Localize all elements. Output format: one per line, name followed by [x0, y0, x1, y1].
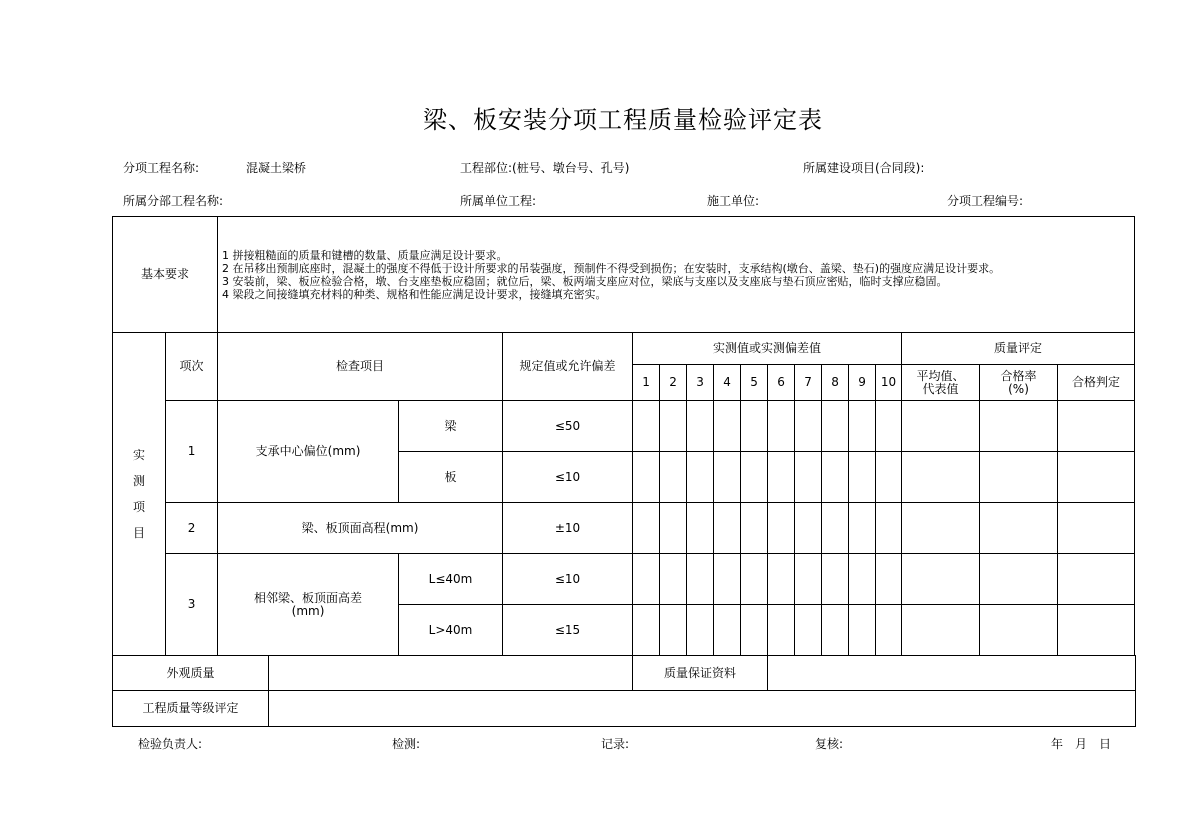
requirement-1: 1 拼接粗糙面的质量和键槽的数量、质量应满足设计要求。 — [222, 248, 508, 262]
measurement-cell[interactable] — [822, 605, 849, 656]
measurement-cell[interactable] — [768, 503, 795, 554]
measurement-cell[interactable] — [849, 503, 876, 554]
measurement-cell[interactable] — [980, 503, 1058, 554]
measurement-cell[interactable] — [633, 452, 660, 503]
measurement-cell[interactable] — [980, 452, 1058, 503]
measurement-cell[interactable] — [876, 503, 902, 554]
col-4: 4 — [714, 365, 741, 401]
check-item-header: 检查项目 — [218, 333, 503, 401]
appearance-label: 外观质量 — [113, 656, 269, 691]
judgement-header: 合格判定 — [1058, 365, 1135, 401]
measurement-cell[interactable] — [795, 503, 822, 554]
check-item: 相邻梁、板顶面高差(mm) — [218, 554, 399, 656]
check-item: 梁、板顶面高程(mm) — [218, 503, 503, 554]
col-1: 1 — [633, 365, 660, 401]
contractor-label: 施工单位: — [707, 194, 760, 208]
measurement-cell[interactable] — [902, 401, 980, 452]
col-9: 9 — [849, 365, 876, 401]
measurement-cell[interactable] — [768, 401, 795, 452]
sub-project-no-label: 分项工程编号: — [947, 194, 1024, 208]
measurement-cell[interactable] — [687, 503, 714, 554]
col-3: 3 — [687, 365, 714, 401]
measurement-cell[interactable] — [660, 503, 687, 554]
measurement-cell[interactable] — [633, 401, 660, 452]
measurement-cell[interactable] — [687, 401, 714, 452]
requirement-4: 4 梁段之间接缝填充材料的种类、规格和性能应满足设计要求，接缝填充密实。 — [222, 287, 607, 301]
sub-item: 板 — [399, 452, 503, 503]
basic-requirements-label: 基本要求 — [113, 217, 218, 333]
measurement-cell[interactable] — [714, 452, 741, 503]
col-10: 10 — [876, 365, 902, 401]
table-row — [113, 554, 1135, 605]
measurement-cell[interactable] — [980, 554, 1058, 605]
avg-header: 平均值、代表值 — [902, 365, 980, 401]
measurement-cell[interactable] — [822, 503, 849, 554]
sub-item: L≤40m — [399, 554, 503, 605]
measurement-cell[interactable] — [660, 401, 687, 452]
measurement-cell[interactable] — [876, 401, 902, 452]
measurement-cell[interactable] — [902, 554, 980, 605]
unit-label: 所属单位工程: — [460, 194, 537, 208]
sub-project-name-label: 分项工程名称: — [123, 161, 200, 175]
quality-header: 质量评定 — [902, 333, 1135, 365]
pass-rate-header: 合格率(%) — [980, 365, 1058, 401]
table-row — [113, 503, 1135, 554]
measurement-cell[interactable] — [849, 554, 876, 605]
sub-item: 梁 — [399, 401, 503, 452]
measurement-cell[interactable] — [795, 452, 822, 503]
inspection-table — [112, 216, 1135, 656]
measurement-cell[interactable] — [876, 554, 902, 605]
location-label: 工程部位:(桩号、墩台号、孔号) — [460, 161, 630, 175]
measurement-cell[interactable] — [768, 452, 795, 503]
grade-label: 工程质量等级评定 — [113, 691, 269, 727]
qa-docs-label: 质量保证资料 — [633, 656, 768, 691]
measurement-cell[interactable] — [741, 554, 768, 605]
spec-value: ±10 — [503, 503, 633, 554]
requirement-3: 3 安装前，梁、板应检验合格，墩、台支座垫板应稳固；就位后，梁、板两端支座应对位，梁底与支座以及支座底与垫石顶应密贴，临时支撑应稳固。 — [222, 274, 948, 288]
sub-item: L>40m — [399, 605, 503, 656]
col-6: 6 — [768, 365, 795, 401]
appearance-field[interactable] — [269, 656, 633, 691]
measurement-cell[interactable] — [714, 605, 741, 656]
measurement-cell[interactable] — [795, 401, 822, 452]
bottom-table — [112, 655, 1136, 727]
spec-header: 规定值或允许偏差 — [503, 333, 633, 401]
measurement-cell[interactable] — [741, 452, 768, 503]
sub-project-name-value: 混凝土梁桥 — [246, 161, 307, 175]
measurement-cell[interactable] — [741, 605, 768, 656]
measurement-cell[interactable] — [902, 452, 980, 503]
date-label: 年 月 日 — [1051, 737, 1112, 751]
measurement-cell[interactable] — [1058, 401, 1135, 452]
col-2: 2 — [660, 365, 687, 401]
measured-header: 实测值或实测偏差值 — [633, 333, 902, 365]
measurement-cell[interactable] — [902, 605, 980, 656]
measurement-cell[interactable] — [633, 503, 660, 554]
measurement-cell[interactable] — [876, 605, 902, 656]
measurement-cell[interactable] — [822, 554, 849, 605]
measurement-cell[interactable] — [1058, 503, 1135, 554]
measurement-cell[interactable] — [795, 605, 822, 656]
measurement-cell[interactable] — [714, 401, 741, 452]
item-no-header: 项次 — [166, 333, 218, 401]
measurement-cell[interactable] — [822, 452, 849, 503]
measurement-cell[interactable] — [849, 452, 876, 503]
item-no: 3 — [166, 554, 218, 656]
construction-project-label: 所属建设项目(合同段): — [803, 161, 925, 175]
measurement-cell[interactable] — [660, 554, 687, 605]
measurement-cell[interactable] — [741, 401, 768, 452]
measurement-cell[interactable] — [876, 452, 902, 503]
page-title: 梁、板安装分项工程质量检验评定表 — [423, 106, 823, 134]
col-5: 5 — [741, 365, 768, 401]
record-label: 记录: — [601, 737, 630, 751]
measurement-cell[interactable] — [795, 554, 822, 605]
spec-value: ≤50 — [503, 401, 633, 452]
measurement-cell[interactable] — [980, 605, 1058, 656]
division-label: 所属分部工程名称: — [123, 194, 224, 208]
measurement-cell[interactable] — [902, 503, 980, 554]
grade-field[interactable] — [269, 691, 1136, 727]
col-7: 7 — [795, 365, 822, 401]
requirement-2: 2 在吊移出预制底座时，混凝土的强度不得低于设计所要求的吊装强度，预制件不得受到损伤；在安装时，支承结构(墩台、盖梁、垫石)的强度应满足设计要求。 — [222, 261, 1001, 275]
measurement-cell[interactable] — [768, 605, 795, 656]
basic-requirements-text — [218, 217, 1135, 333]
measurement-cell[interactable] — [1058, 554, 1135, 605]
measurement-cell[interactable] — [714, 554, 741, 605]
testing-label: 检测: — [392, 737, 421, 751]
measurement-cell[interactable] — [687, 605, 714, 656]
item-no: 2 — [166, 503, 218, 554]
measurement-cell[interactable] — [714, 503, 741, 554]
measurement-cell[interactable] — [849, 605, 876, 656]
review-label: 复核: — [815, 737, 844, 751]
measurement-cell[interactable] — [1058, 605, 1135, 656]
measurement-cell[interactable] — [660, 452, 687, 503]
measurement-cell[interactable] — [822, 401, 849, 452]
spec-value: ≤15 — [503, 605, 633, 656]
item-no: 1 — [166, 401, 218, 503]
measurement-cell[interactable] — [741, 503, 768, 554]
measurement-cell[interactable] — [660, 605, 687, 656]
inspector-label: 检验负责人: — [138, 737, 203, 751]
measurement-cell[interactable] — [1058, 452, 1135, 503]
measurement-cell[interactable] — [980, 401, 1058, 452]
qa-docs-field[interactable] — [768, 656, 1136, 691]
measurement-cell[interactable] — [633, 554, 660, 605]
measured-items-label: 实测项目 — [113, 333, 166, 656]
measurement-cell[interactable] — [687, 452, 714, 503]
spec-value: ≤10 — [503, 452, 633, 503]
measurement-cell[interactable] — [768, 554, 795, 605]
check-item: 支承中心偏位(mm) — [218, 401, 399, 503]
measurement-cell[interactable] — [633, 605, 660, 656]
col-8: 8 — [822, 365, 849, 401]
measurement-cell[interactable] — [849, 401, 876, 452]
measurement-cell[interactable] — [687, 554, 714, 605]
spec-value: ≤10 — [503, 554, 633, 605]
table-row — [113, 401, 1135, 452]
